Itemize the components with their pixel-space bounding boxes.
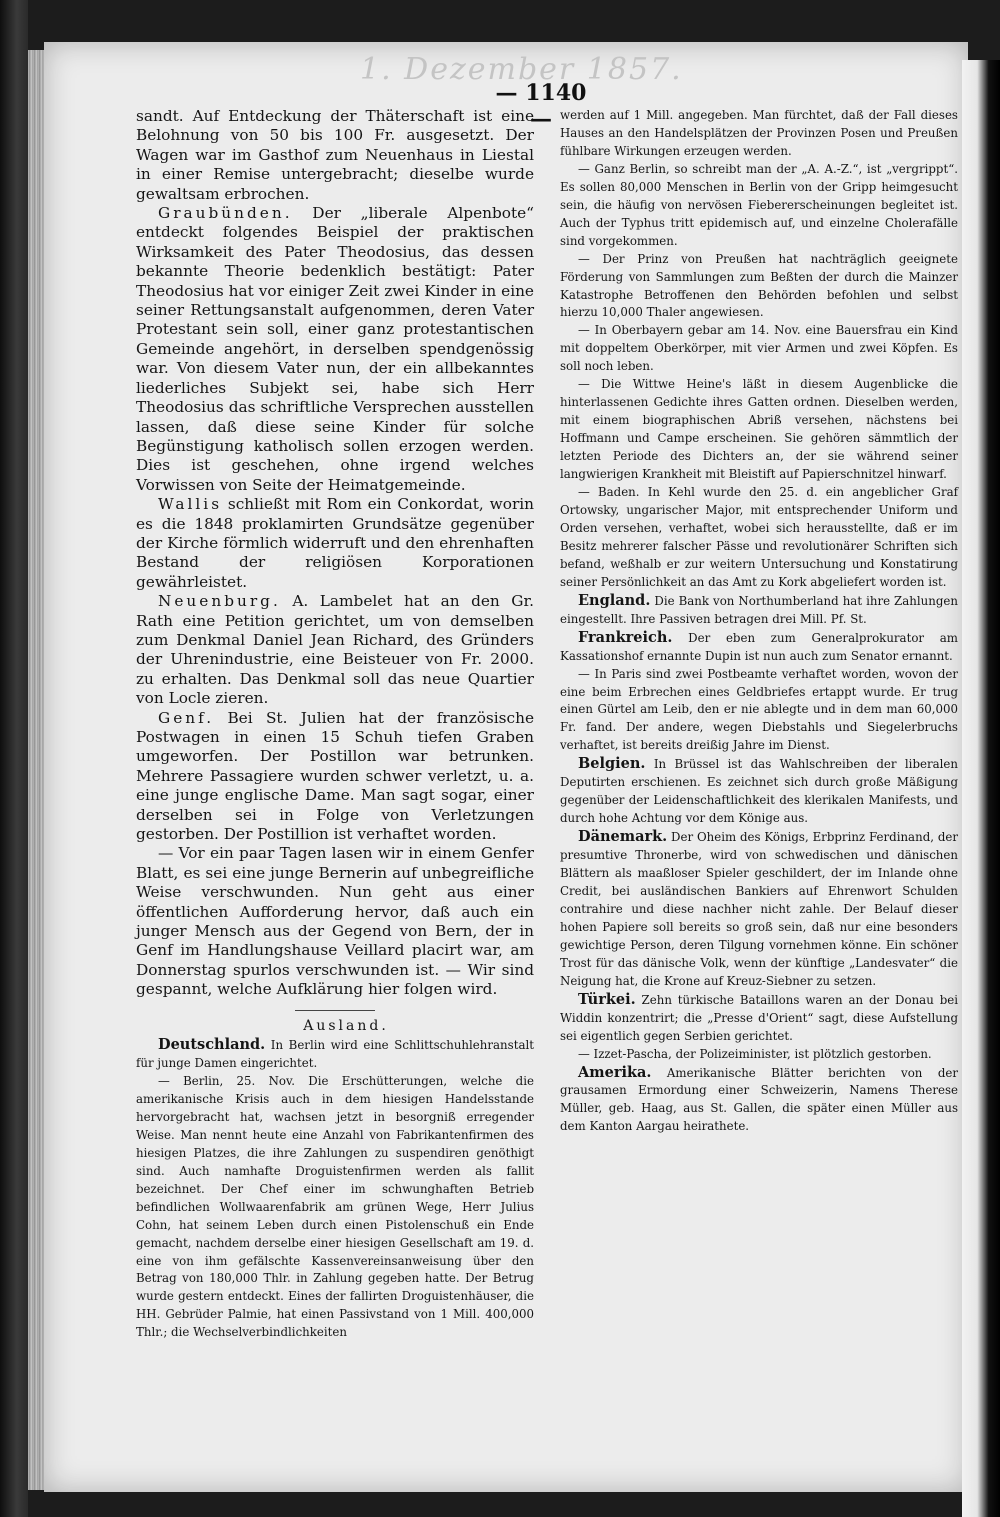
article-paragraph: — Baden. In Kehl wurde den 25. d. ein angeblicher Graf Ortowsky, ungarischer Major, mit entsprechender Uniform und Orden versehen, verhaftet, wobei sich herausstellte, daß er im Besitz mehrerer falscher Pässe und revolutionärer Schriften sich befand, weßhalb er zur weitern Untersuchung und Konstatirung seiner Persönlichkeit an das Amt zu Kork abgeliefert worden ist. bbox=[560, 485, 958, 589]
bleed-through-header: 1. Dezember 1857. bbox=[360, 52, 683, 87]
section-head: Genf. bbox=[158, 708, 215, 727]
article-paragraph: Frankreich. Der eben zum Generalprokurator am Kassationshof ernannte Dupin ist nun auch zum Senator ernannt. bbox=[560, 628, 958, 663]
page-number: — 1140 — bbox=[495, 80, 587, 132]
article-paragraph: Genf. Bei St. Julien hat der französische Postwagen in einen 15 Schuh tiefen Graben umgeworfen. Der Postillon war betrunken. Mehrere Passagiere wurden schwer verletzt, u. a. eine junge englische Dame. Man sagt sogar, einer derselben sei in Folge von Verletzungen gestorben. Der Postillion ist verhaftet worden. bbox=[136, 708, 534, 844]
country-head: Deutschland. bbox=[158, 1036, 266, 1054]
country-head: Belgien. bbox=[578, 755, 646, 773]
article-paragraph: — Der Prinz von Preußen hat nachträglich geeignete Förderung von Sammlungen zum Beßten der durch die Mainzer Katastrophe Betroffenen den Behörden befohlen und selbst hierzu 10,000 Thaler angewiesen. bbox=[560, 251, 958, 320]
right-page-edge bbox=[962, 60, 1000, 1517]
article-paragraph: werden auf 1 Mill. angegeben. Man fürchtet, daß der Fall dieses Hauses an den Handelsplätzen der Provinzen Posen und Preußen fühlbare Wirkungen erzeugen werden. bbox=[560, 108, 958, 158]
country-head: Frankreich. bbox=[578, 628, 673, 646]
country-head: Amerika. bbox=[578, 1063, 652, 1081]
article-paragraph: sandt. Auf Entdeckung der Thäterschaft ist eine Belohnung von 50 bis 100 Fr. ausgesetzt. Der Wagen war im Gasthof zum Neuenhaus in Liestal in einer Remise untergebracht; dieselbe wurde gewaltsam erbrochen. bbox=[136, 107, 534, 203]
article-paragraph: — Izzet-Pascha, der Polizeiminister, ist plötzlich gestorben. bbox=[578, 1046, 932, 1061]
article-paragraph: — Vor ein paar Tagen lasen wir in einem Genfer Blatt, es sei eine junge Bernerin auf unbegreifliche Weise verschwunden. Nun geht aus einer öffentlichen Aufforderung hervor, daß auch ein junger Mensch aus der Gegend von Bern, der in Genf im Handlungshause Veillard placirt war, am Donnerstag spurlos verschwunden ist. — Wir sind gespannt, welche Aufklärung hier folgen wird. bbox=[136, 844, 534, 999]
article-paragraph: — Ganz Berlin, so schreibt man der „A. A.-Z.“, ist „vergrippt“. Es sollen 80,000 Menschen in Berlin von der Gripp heimgesucht sein, die häufig von nervösen Fiebererscheinungen begleitet ist. Auch der Typhus tritt epidemisch auf, und einzelne Cholerafälle sind vorgekommen. bbox=[560, 161, 958, 248]
country-head: Dänemark. bbox=[578, 828, 668, 846]
section-divider bbox=[295, 1010, 375, 1011]
article-paragraph: — In Oberbayern gebar am 14. Nov. eine Bauersfrau ein Kind mit doppeltem Oberkörper, mit vier Armen und zwei Köpfen. Es soll noch leben. bbox=[560, 323, 958, 374]
article-paragraph: Belgien. In Brüssel ist das Wahlschreiben der liberalen Deputirten erschienen. Es zeichnet sich durch große Mäßigung gegenüber der Leidenschaftlichkeit des klerikalen Manifests, und durch hohe Achtung vor dem Könige aus. bbox=[560, 755, 958, 826]
article-paragraph: Neuenburg. A. Lambelet hat an den Gr. Rath eine Petition gerichtet, um von demselben zum Denkmal Daniel Jean Richard, des Gründers der Uhrenindustrie, eine Beisteuer von Fr. 2000. zu erhalten. Das Denkmal soll das neue Quartier von Locle zieren. bbox=[136, 592, 534, 708]
article-paragraph: — In Paris sind zwei Postbeamte verhaftet worden, wovon der eine beim Erbrechen eines Geldbriefes ertappt wurde. Er trug einen Gürtel am Leib, den er nie ablegte und in dem man 60,000 Fr. fand. Der andere, wegen Diebstahls und Siegelerbruchs verhaftet, ist bereits dreißig Jahre im Dienst. bbox=[560, 666, 958, 753]
section-head: Wallis bbox=[158, 495, 223, 514]
article-paragraph: England. Die Bank von Northumberland hat ihre Zahlungen eingestellt. Ihre Passiven betragen drei Mill. Pf. St. bbox=[560, 591, 958, 626]
country-head: England. bbox=[578, 591, 651, 609]
section-title-ausland: Ausland. bbox=[303, 1017, 389, 1034]
section-head: Graubünden. bbox=[158, 204, 293, 223]
article-paragraph: Amerika. Amerikanische Blätter berichten von der grausamen Ermordung einer Schweizerin, Namens Therese Müller, geb. Haag, aus St. Gallen, die später einen Müller aus dem Kanton Aargau heirathete. bbox=[560, 1063, 958, 1134]
country-head: Türkei. bbox=[578, 990, 636, 1008]
right-column bbox=[560, 107, 958, 1136]
article-paragraph: Dänemark. Der Oheim des Königs, Erbprinz Ferdinand, der presumtive Thronerbe, wird von schwedischen und dänischen Blättern als maaßloser Spieler geschildert, der im Inlande ohne Credit, bei ausländischen Bankiers auf Ehrenwort Schulden contrahire und diese nachher nicht zahle. Der Belauf dieser hohen Papiere soll bereits so groß sein, daß nur eine besonders gewichtige Person, deren Tilgung vornehmen könne. Ein schöner Trost für das dänische Volk, wenn der künftige „Landesvater“ die Neigung hat, die Krone auf Kreuz-Siebner zu setzen. bbox=[560, 828, 958, 988]
article-paragraph: — Die Wittwe Heine's läßt in diesem Augenblicke die hinterlassenen Gedichte ihres Gatten ordnen. Dieselben werden, mit einem biographischen Abriß versehen, nächstens bei Hoffmann und Campe erscheinen. Sie gehören sämmtlich der letzten Periode des Dichters an, der sie während seiner langwierigen Krankheit mit Bleistift auf Papierschnitzel hinwarf. bbox=[560, 377, 958, 482]
article-paragraph: Deutschland. In Berlin wird eine Schlittschuhlehranstalt für junge Damen eingerichtet. bbox=[136, 1036, 534, 1071]
article-paragraph: Wallis schließt mit Rom ein Conkordat, worin es die 1848 proklamirten Grundsätze gegenüber der Kirche förmlich widerruft und den ehrenhaften Bestand der religiösen Korporationen gewährleistet. bbox=[136, 495, 534, 591]
book-spine bbox=[0, 0, 28, 1517]
left-column bbox=[136, 107, 534, 1342]
article-paragraph: Graubünden. Der „liberale Alpenbote“ entdeckt folgendes Beispiel der praktischen Wirksamkeit des Pater Theodosius, das dessen bekannte Theorie bedenklich bestätigt: Pater Theodosius hat vor einiger Zeit zwei Kinder in eine seiner Rettungsanstalt aufgenommen, deren Vater Protestant sein soll, einer ganz protestantischen Gemeinde angehört, in derselben spendgenössig war. Von diesem Vater nun, der ein allbekanntes liederliches Subjekt sei, habe sich Herr Theodosius das schriftliche Versprechen ausstellen lassen, daß diese seine Kinder für solche Begünstigung katholisch sollen erzogen werden. Dies ist geschehen, ohne irgend welches Vorwissen von Seite der Heimatgemeinde. bbox=[136, 204, 534, 494]
article-paragraph: — Berlin, 25. Nov. Die Erschütterungen, welche die amerikanische Krisis auch in dem hiesigen Handelsstande hervorgebracht hat, wachsen jetzt in besorgniß erregender Weise. Man nennt heute eine Anzahl von Fabrikantenfirmen des hiesigen Platzes, die ihre Zahlungen zu suspendiren genöthigt sind. Auch namhafte Droguistenfirmen werden als fallit bezeichnet. Der Chef einer im schwunghaften Betrieb befindlichen Wollwaarenfabrik am grünen Wege, Herr Julius Cohn, hat seinem Leben durch einen Pistolenschuß ein Ende gemacht, nachdem derselbe einer hiesigen Gesellschaft am 19. d. eine von ihm gefälschte Kassenvereinsanweisung über den Betrag von 180,000 Thlr. in Zahlung gegeben hatte. Der Betrug wurde gestern entdeckt. Eines der fallirten Droguistenhäuser, die HH. Gebrüder Palmie, hat einen Passivstand von 1 Mill. 400,000 Thlr.; die Wechselverbindlichkeiten bbox=[136, 1074, 534, 1340]
article-paragraph: Türkei. Zehn türkische Bataillons waren an der Donau bei Widdin konzentrirt; die „Presse d'Orient“ sagt, diese Aufstellung sei eigentlich gegen Serbien gerichtet. bbox=[560, 990, 958, 1043]
section-head: Neuenburg. bbox=[158, 592, 281, 611]
